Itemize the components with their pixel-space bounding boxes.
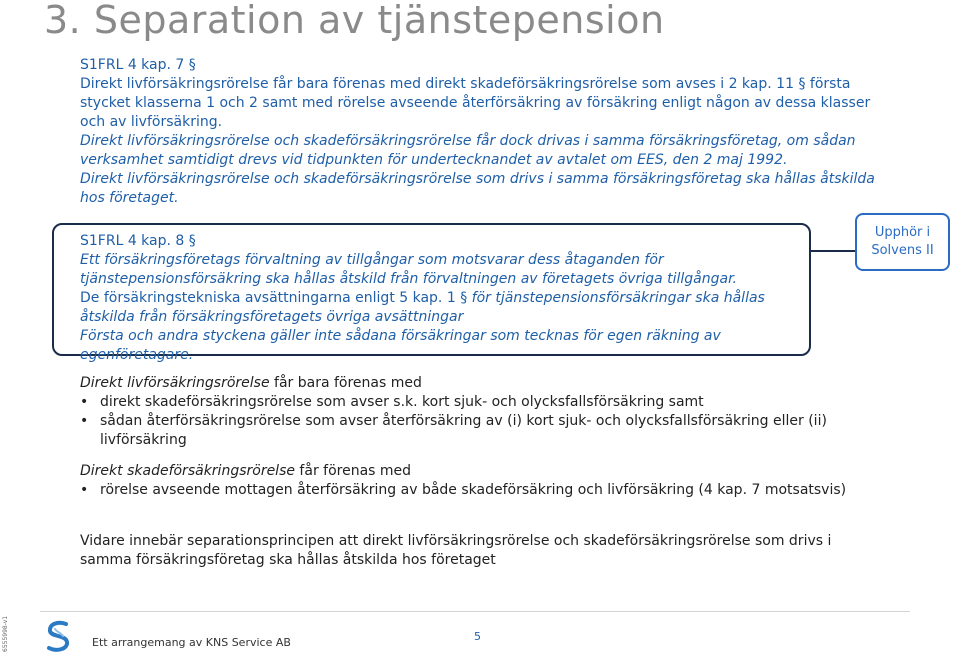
intro-italic: Direkt skadeförsäkringsrörelse (80, 463, 295, 479)
list-item: • sådan återförsäkringsrörelse som avser återförsäkring av (i) kort sjuk- och olycksfallsförsäkring eller (ii) livförsäkring (80, 412, 880, 450)
list-item: • direkt skadeförsäkringsrörelse som avser s.k. kort sjuk- och olycksfallsförsäkring samt (80, 393, 880, 412)
paragraph: Direkt livförsäkringsrörelse och skadeförsäkringsrörelse får dock drivas i samma försäkringsföretag, om sådan verksamhet samtidigt drevs vid tidpunkten för undertecknandet av avtalet om EES, den 2 maj 1992. (80, 133, 856, 168)
s1frl-4-8-section (80, 232, 780, 365)
paragraph-symbol: § (460, 290, 468, 306)
section-reference (80, 56, 880, 75)
paragraph-text: för tjänstepensionsförsäkringar ska hållas åtskilda från försäkringsföretagets övriga avsättningar (80, 290, 765, 325)
bullet-list (80, 481, 880, 500)
paragraph (80, 75, 880, 132)
paragraph-text: Direkt livförsäkringsrörelse får bara förenas med direkt skadeförsäkringsrörelse som avses i 2 kap. 11 (80, 76, 794, 92)
paragraph-text: De försäkringstekniska avsättningarna enligt 5 kap. 1 (80, 290, 456, 306)
intro-rest: får förenas med (294, 463, 412, 479)
kns-logo-icon (44, 620, 74, 654)
intro-rest: får bara förenas med (269, 375, 422, 391)
reference-text: S1FRL 4 kap. 8 (80, 233, 185, 249)
reference-text: S1FRL 4 kap. 7 (80, 57, 185, 73)
summary-intro (80, 462, 880, 481)
summary-intro (80, 374, 880, 393)
callout-line: Upphör i (874, 225, 931, 240)
paragraph-symbol: § (188, 57, 196, 73)
page-title: 3. Separation av tjänstepension (44, 0, 665, 42)
solvens-callout (855, 213, 950, 271)
paragraph: Första och andra styckena gäller inte sådana försäkringar som tecknas för egen räkning av egenföretagare. (80, 328, 721, 363)
page-number: 5 (474, 630, 481, 643)
paragraph-symbol: § (188, 233, 196, 249)
paragraph: Direkt livförsäkringsrörelse och skadeförsäkringsrörelse som drivs i samma försäkringsföretag ska hållas åtskilda hos företaget. (80, 171, 875, 206)
document-code: 6555998-v1 (2, 615, 9, 652)
footer-divider (40, 611, 910, 612)
list-item: • rörelse avseende mottagen återförsäkring av både skadeförsäkring och livförsäkring (4 kap. 7 motsatsvis) (80, 481, 880, 500)
intro-italic: Direkt livförsäkringsrörelse (80, 375, 270, 391)
life-insurance-summary (80, 374, 880, 450)
callout-connector (811, 250, 855, 252)
conclusion-text: Vidare innebär separationsprincipen att direkt livförsäkringsrörelse och skadeförsäkringsrörelse som drivs i samma försäkringsföretag ska hållas åtskilda hos företaget (80, 533, 832, 568)
company-name: Ett arrangemang av KNS Service AB (92, 636, 291, 649)
paragraph (80, 289, 780, 327)
paragraph-text: första stycket klasserna 1 och 2 samt med rörelse avseende återförsäkring av försäkring enligt någon av dessa klasser och av livförsäkring. (80, 76, 871, 130)
conclusion (80, 532, 880, 570)
s1frl-4-7-section (80, 56, 880, 208)
paragraph: Ett försäkringsföretags förvaltning av tillgångar som motsvarar dess åtaganden för tjänstepensionsförsäkring ska hållas åtskild från förvaltningen av företagets övriga tillgångar. (80, 252, 737, 287)
bullet-list (80, 393, 880, 450)
paragraph-symbol: § (798, 76, 806, 92)
non-life-insurance-summary (80, 462, 880, 500)
callout-line: Solvens II (871, 243, 934, 258)
section-reference (80, 232, 780, 251)
